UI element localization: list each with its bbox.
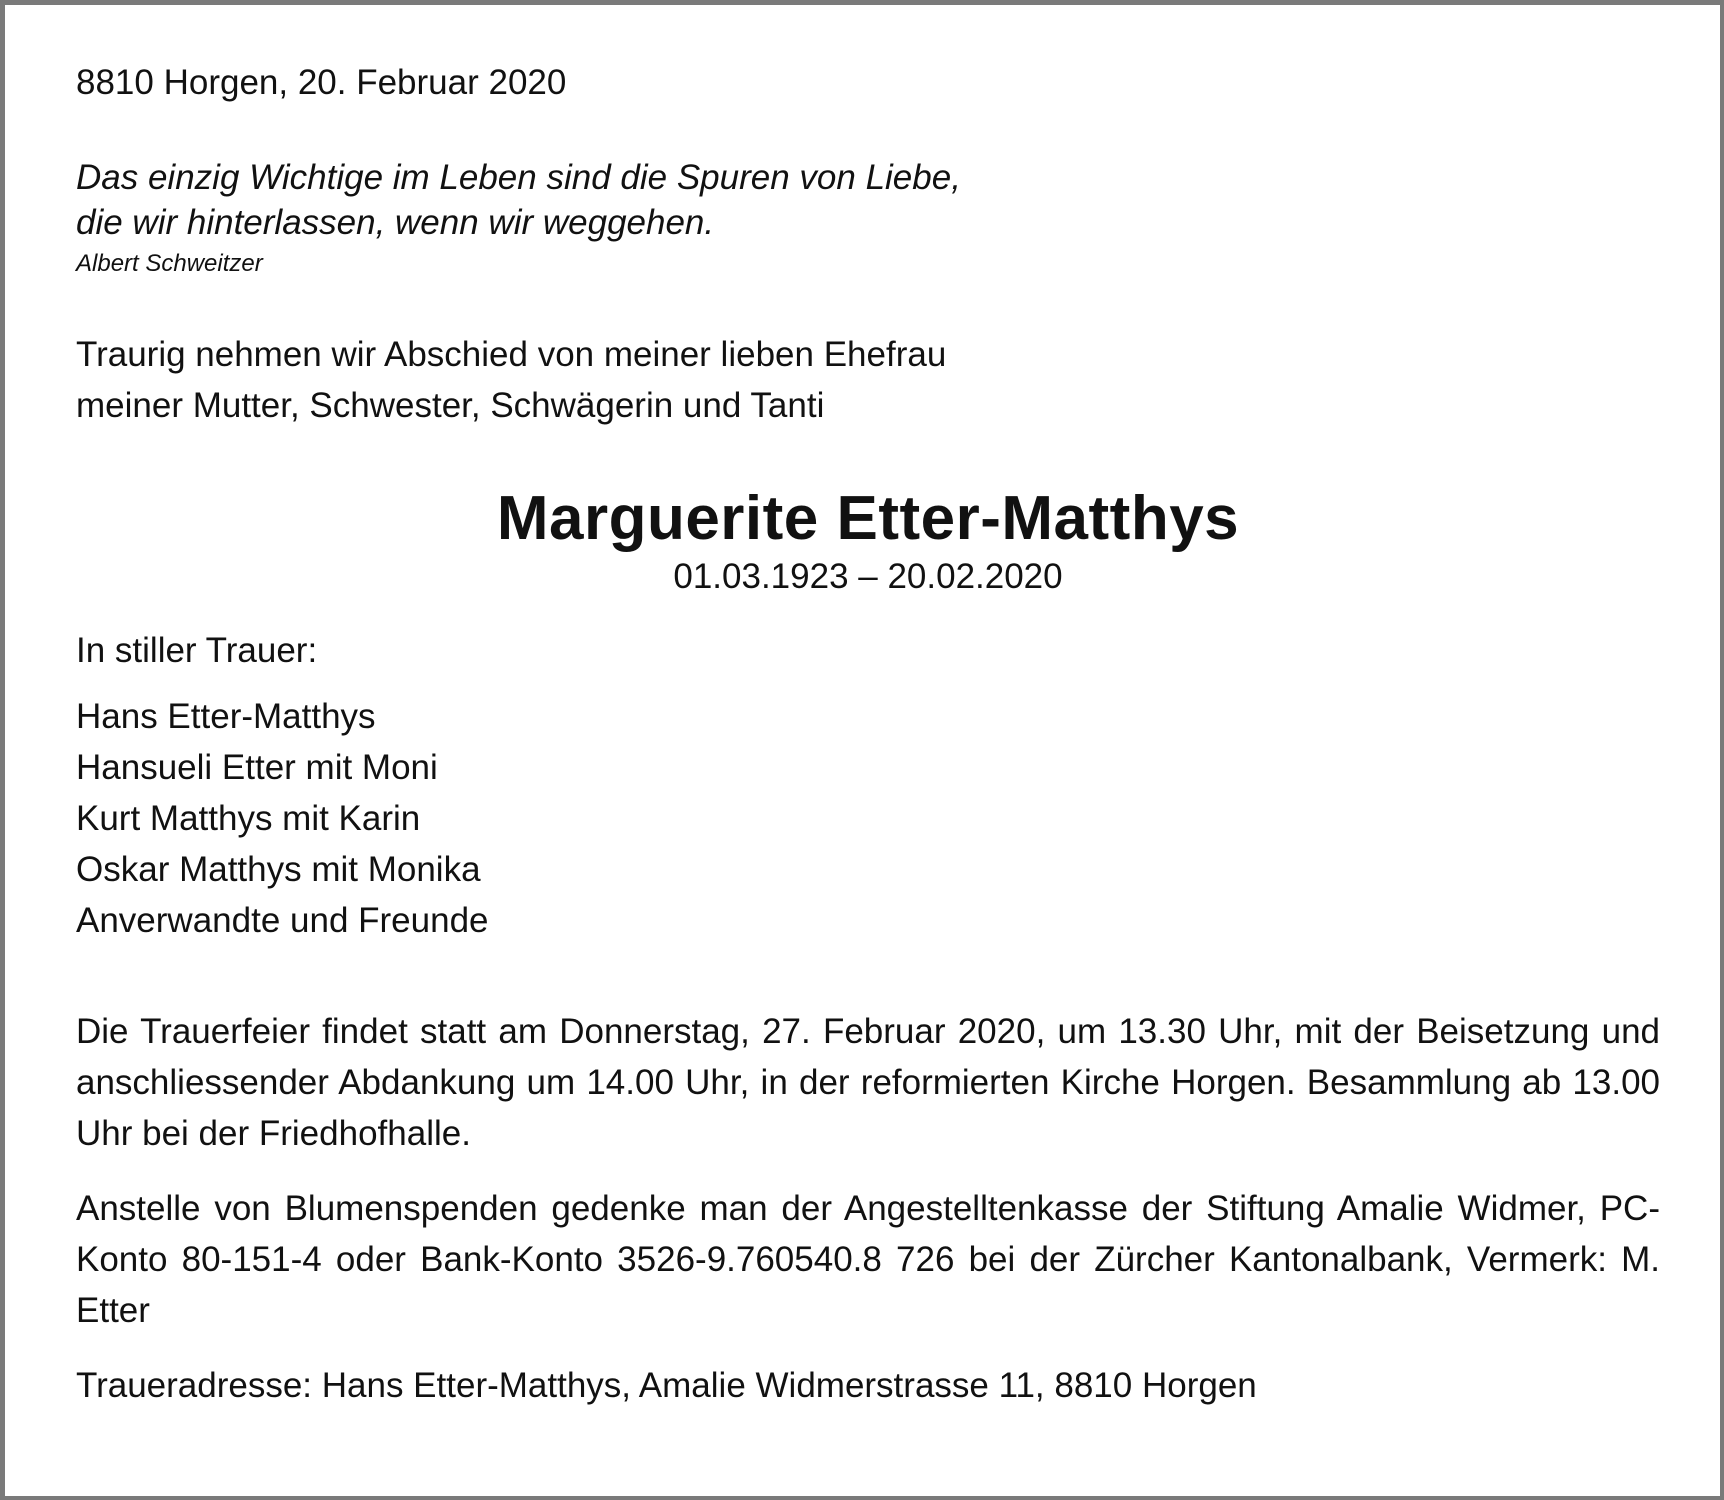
mourner-item: Oskar Matthys mit Monika — [76, 850, 481, 889]
quote-author: Albert Schweitzer — [76, 250, 263, 277]
intro-line-1: Traurig nehmen wir Abschied von meiner lieben Ehefrau — [76, 335, 947, 374]
quote-block — [76, 155, 1660, 281]
mourners-list — [76, 691, 1660, 946]
donation-paragraph: Anstelle von Blumenspenden gedenke man der Angestelltenkasse der Stiftung Amalie Widmer, PC-Konto 80-151-4 oder Bank-Konto 3526-9.760540.8 726 bei der Zürcher Kantonalbank, Vermerk: M. Etter — [76, 1189, 1660, 1330]
ceremony-paragraph: Die Trauerfeier findet statt am Donnerstag, 27. Februar 2020, um 13.30 Uhr, mit der Beisetzung und anschliessender Abdankung um 14.00 Uhr, in der reformierten Kirche Horgen. Besammlung ab 13.00 Uhr bei der Friedhofhalle. — [76, 1012, 1660, 1153]
address-paragraph: Traueradresse: Hans Etter-Matthys, Amalie Widmerstrasse 11, 8810 Horgen — [76, 1366, 1257, 1405]
deceased-name: Marguerite Etter-Matthys — [496, 484, 1240, 553]
life-dates: 01.03.1923 – 20.02.2020 — [673, 557, 1063, 596]
mourner-item: Hans Etter-Matthys — [76, 697, 376, 736]
mourner-item: Kurt Matthys mit Karin — [76, 799, 421, 838]
quote-line-2: die wir hinterlassen, wenn wir weggehen. — [76, 203, 715, 242]
mourner-item: Anverwandte und Freunde — [76, 901, 489, 940]
quote-line-1: Das einzig Wichtige im Leben sind die Spuren von Liebe, — [76, 158, 961, 197]
intro-block — [76, 329, 1660, 431]
mourning-heading: In stiller Trauer: — [76, 631, 318, 670]
notice-content — [76, 59, 1660, 1411]
intro-line-2: meiner Mutter, Schwester, Schwägerin und Tanti — [76, 386, 825, 425]
mourner-item: Hansueli Etter mit Moni — [76, 748, 438, 787]
place-date: 8810 Horgen, 20. Februar 2020 — [76, 63, 567, 102]
